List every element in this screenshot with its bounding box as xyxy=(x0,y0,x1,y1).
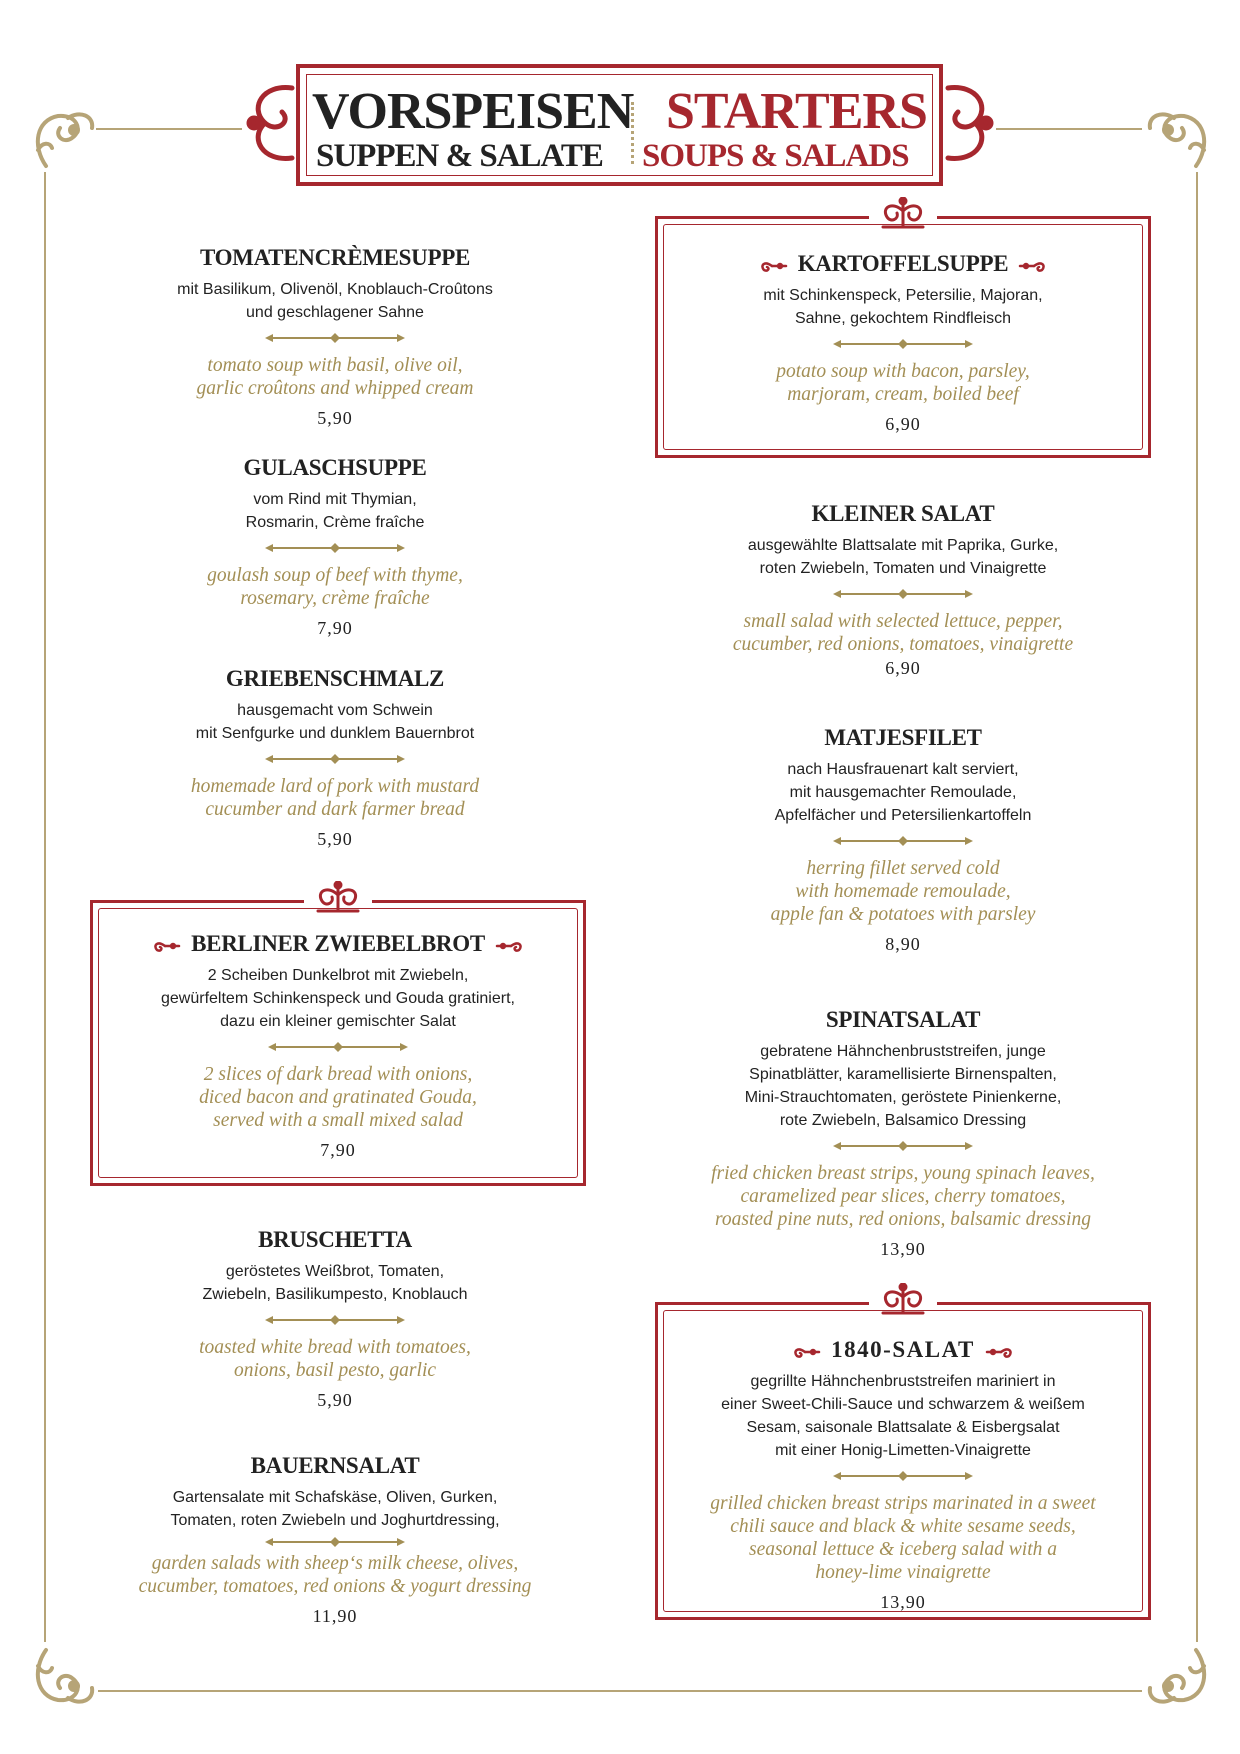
item-name: KLEINER SALAT xyxy=(811,501,995,526)
divider-ornament-icon xyxy=(265,1314,405,1326)
item-name: TOMATENCRÈMESUPPE xyxy=(199,245,471,270)
menu-item xyxy=(90,1452,580,1628)
divider-ornament-icon xyxy=(265,332,405,344)
item-description-en: toasted white bread with tomatoes, onions, basil pesto, garlic xyxy=(199,1337,471,1381)
item-name-row xyxy=(660,1336,1146,1364)
item-description-en: 2 slices of dark bread with onions, diced bacon and gratinated Gouda, served with a small mixed salad xyxy=(199,1064,477,1131)
title-en: STARTERS xyxy=(666,83,927,140)
item-name: BAUERNSALAT xyxy=(250,1453,420,1478)
frame-bottom-line xyxy=(98,1690,1142,1692)
menu-item xyxy=(655,500,1151,680)
menu-item-featured xyxy=(660,250,1146,436)
item-description-de: geröstetes Weißbrot, Tomaten, Zwiebeln, Basilikumpesto, Knoblauch xyxy=(202,1263,468,1303)
item-price: 7,90 xyxy=(317,618,353,638)
item-name: MATJESFILET xyxy=(824,725,982,750)
item-description-de: mit Schinkenspeck, Petersilie, Majoran, Sahne, gekochtem Rindfleisch xyxy=(763,287,1043,327)
corner-ornament-icon xyxy=(28,106,98,176)
flourish-left-icon xyxy=(151,938,181,954)
item-price: 6,90 xyxy=(885,658,921,678)
menu-item xyxy=(90,1226,580,1412)
menu-item xyxy=(90,244,580,430)
item-description-en: small salad with selected lettuce, pepper, cucumber, red onions, tomatoes, vinaigrette xyxy=(732,611,1074,655)
menu-item-featured xyxy=(660,1336,1146,1614)
item-price: 13,90 xyxy=(880,1592,926,1612)
corner-ornament-icon xyxy=(28,1640,98,1710)
item-price: 11,90 xyxy=(312,1606,358,1626)
crown-ornament-icon xyxy=(869,1283,937,1322)
divider-ornament-icon xyxy=(833,1470,973,1482)
frame-right-line xyxy=(1196,172,1198,1642)
item-description-en: potato soup with bacon, parsley, marjoram, cream, boiled beef xyxy=(776,361,1030,405)
item-price: 13,90 xyxy=(880,1239,926,1259)
title-en-sub: SOUPS & SALADS xyxy=(642,138,909,174)
item-description-en: fried chicken breast strips, young spinach leaves, caramelized pear slices, cherry tomatoes, roasted pine nuts, red onions, balsamic dressing xyxy=(711,1163,1095,1230)
item-name: SPINATSALAT xyxy=(825,1007,981,1032)
item-description-de: gebratene Hähnchenbruststreifen, junge Spinatblätter, karamellisierte Birnenspalten, Mini-Strauchtomaten, geröstete Pinienkerne, rote Zwiebeln, Balsamico Dressing xyxy=(744,1043,1062,1129)
frame-left-line xyxy=(44,172,46,1642)
menu-item xyxy=(655,724,1151,956)
divider-ornament-icon xyxy=(265,1536,405,1548)
item-description-de: 2 Scheiben Dunkelbrot mit Zwiebeln, gewürfeltem Schinkenspeck und Gouda gratiniert, dazu ein kleiner gemischter Salat xyxy=(161,967,515,1030)
menu-item xyxy=(90,454,580,640)
corner-ornament-icon xyxy=(1144,1640,1214,1710)
flourish-left-icon xyxy=(758,258,788,274)
item-description-en: grilled chicken breast strips marinated in a sweet chili sauce and black & white sesame seeds, seasonal lettuce & iceberg salad with a honey-lime vinaigrette xyxy=(710,1493,1096,1583)
title-scroll-right-icon xyxy=(938,78,998,168)
item-name-row xyxy=(660,250,1146,278)
divider-ornament-icon xyxy=(265,542,405,554)
item-description-en: garden salads with sheep‘s milk cheese, olives, cucumber, tomatoes, red onions & yogurt dressing xyxy=(138,1553,532,1597)
item-name: BRUSCHETTA xyxy=(258,1227,412,1252)
item-description-en: tomato soup with basil, olive oil, garlic croûtons and whipped cream xyxy=(196,355,474,399)
item-price: 5,90 xyxy=(317,408,353,428)
divider-ornament-icon xyxy=(833,1140,973,1152)
flourish-left-icon xyxy=(791,1344,821,1360)
divider-ornament-icon xyxy=(833,835,973,847)
item-description-de: gegrillte Hähnchenbruststreifen mariniert in einer Sweet-Chili-Sauce und schwarzem & weißem Sesam, saisonale Blattsalate & Eisbergsalat mit einer Honig-Limetten-Vinaigrette xyxy=(721,1373,1085,1459)
divider-ornament-icon xyxy=(833,588,973,600)
item-description-de: nach Hausfrauenart kalt serviert, mit hausgemachter Remoulade, Apfelfächer und Petersilienkartoffeln xyxy=(774,761,1032,824)
title-scroll-left-icon xyxy=(242,78,302,168)
title-separator xyxy=(631,102,638,164)
item-name: GULASCHSUPPE xyxy=(243,455,427,480)
title-de-sub: SUPPEN & SALATE xyxy=(316,138,603,174)
corner-ornament-icon xyxy=(1144,106,1214,176)
item-price: 6,90 xyxy=(885,414,921,434)
menu-item xyxy=(655,1006,1151,1261)
flourish-right-icon xyxy=(985,1344,1015,1360)
item-description-en: herring fillet served cold with homemade remoulade, apple fan & potatoes with parsley xyxy=(770,858,1036,925)
item-name-row xyxy=(96,930,580,958)
item-price: 7,90 xyxy=(320,1140,356,1160)
divider-ornament-icon xyxy=(265,753,405,765)
item-price: 5,90 xyxy=(317,1390,353,1410)
item-name: BERLINER ZWIEBELBROT xyxy=(191,931,485,956)
divider-ornament-icon xyxy=(268,1041,408,1053)
item-description-de: ausgewählte Blattsalate mit Paprika, Gurke, roten Zwiebeln, Tomaten und Vinaigrette xyxy=(747,537,1059,577)
item-name: 1840-SALAT xyxy=(831,1337,975,1362)
flourish-right-icon xyxy=(495,938,525,954)
item-name: GRIEBENSCHMALZ xyxy=(225,666,445,691)
menu-item xyxy=(90,665,580,851)
item-description-de: mit Basilikum, Olivenöl, Knoblauch-Croûtons und geschlagener Sahne xyxy=(177,281,493,321)
item-description-de: vom Rind mit Thymian, Rosmarin, Crème fraîche xyxy=(245,491,425,531)
item-price: 5,90 xyxy=(317,829,353,849)
menu-item-featured xyxy=(96,930,580,1162)
item-description-de: hausgemacht vom Schwein mit Senfgurke und dunklem Bauernbrot xyxy=(195,702,475,742)
item-price: 8,90 xyxy=(885,934,921,954)
frame-top-left-line xyxy=(96,128,242,130)
flourish-right-icon xyxy=(1018,258,1048,274)
title-de: VORSPEISEN xyxy=(312,83,634,140)
item-name: KARTOFFELSUPPE xyxy=(797,251,1009,276)
crown-ornament-icon xyxy=(304,881,372,920)
item-description-de: Gartensalate mit Schafskäse, Oliven, Gurken, Tomaten, roten Zwiebeln und Joghurtdressing, xyxy=(170,1489,500,1529)
frame-top-right-line xyxy=(996,128,1142,130)
crown-ornament-icon xyxy=(869,197,937,236)
divider-ornament-icon xyxy=(833,338,973,350)
item-description-en: goulash soup of beef with thyme, rosemary, crème fraîche xyxy=(207,565,463,609)
item-description-en: homemade lard of pork with mustard cucumber and dark farmer bread xyxy=(190,776,480,820)
